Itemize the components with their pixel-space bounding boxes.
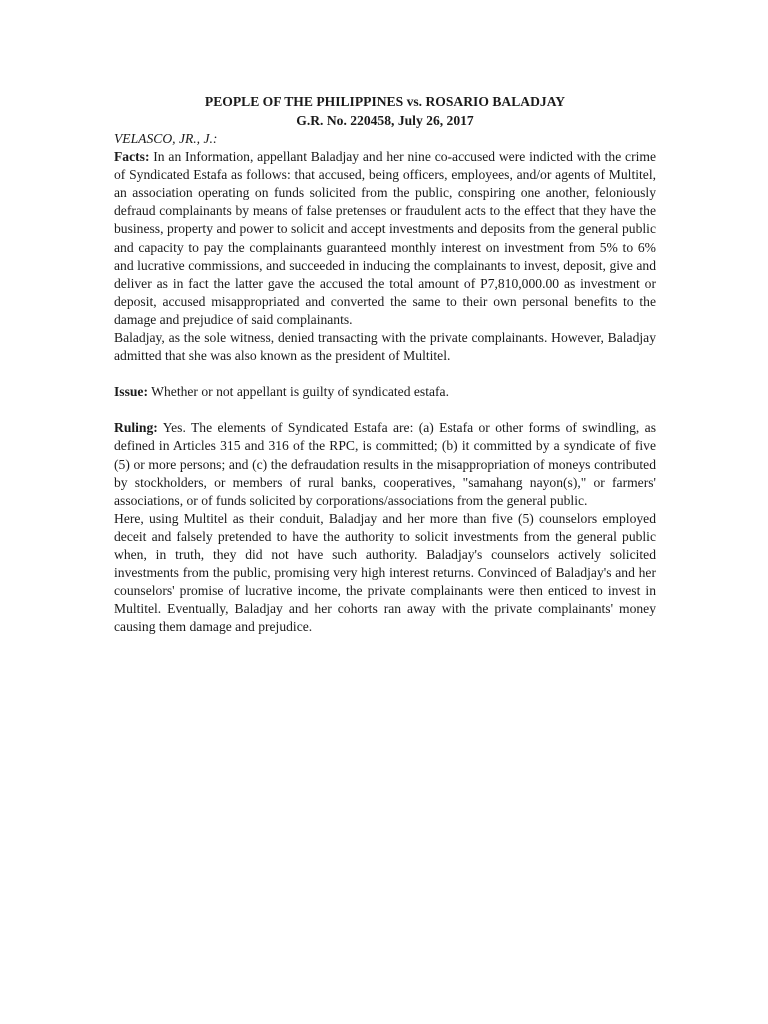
ruling-paragraph (114, 419, 656, 509)
facts-label: Facts: (114, 149, 150, 165)
facts-text: In an Information, appellant Baladjay and her nine co-accused were indicted with the crime of Syndicated Estafa as follows: that accused, being officers, employees, and/or agents of Multitel, an association operating on funds solicited from the public, conspiring one another, feloniously defraud complainants by means of false pretenses or fraudulent acts to the effect that they have the business, property and power to solicit and accept investments and deposits from the general public and capacity to pay the complainants guaranteed monthly interest on investment from 5% to 6% and lucrative commissions, and succeeded in inducing the complainants to invest, deposit, give and deliver as in fact the latter gave the accused the total amount of P7,810,000.00 as investment or deposit, accused misappropriated and converted the same to their own personal benefits to the damage and prejudice of said complainants. (114, 149, 656, 327)
section-gap (114, 401, 656, 419)
issue-text: Whether or not appellant is guilty of syndicated estafa. (148, 384, 449, 400)
ruling-text: Yes. The elements of Syndicated Estafa are: (a) Estafa or other forms of swindling, as defined in Articles 315 and 316 of the RPC, is committed; (b) it committed by a syndicate of five (5) or more persons; and (c) the defraudation results in the misappropriation of moneys contributed by stockholders, or members of rural banks, cooperatives, "samahang nayon(s)," or farmers' associations, or of funds solicited by corporations/associations from the general public. (114, 420, 656, 508)
ponente: VELASCO, JR., J.: (114, 131, 218, 146)
issue-paragraph (114, 383, 656, 401)
document-page (114, 92, 656, 636)
facts-paragraph-2: Baladjay, as the sole witness, denied transacting with the private complainants. However, Baladjay admitted that she was also known as the president of Multitel. (114, 330, 656, 364)
ruling-paragraph-2: Here, using Multitel as their conduit, Baladjay and her more than five (5) counselors employed deceit and falsely pretended to have the authority to solicit investments from the general public when, in truth, they did not have such authority. Baladjay's counselors actively solicited investments from the public, promising very high interest returns. Convinced of Baladjay's and her counselors' promise of lucrative income, the private complainants were then enticed to invest in Multitel. Eventually, Baladjay and her cohorts ran away with the private complainants' money causing them damage and prejudice. (114, 510, 656, 635)
ruling-label: Ruling: (114, 420, 158, 436)
issue-label: Issue: (114, 384, 148, 400)
section-gap (114, 365, 656, 383)
case-title: PEOPLE OF THE PHILIPPINES vs. ROSARIO BALADJAY (204, 94, 566, 109)
facts-paragraph (114, 148, 656, 329)
case-citation: G.R. No. 220458, July 26, 2017 (296, 113, 474, 128)
